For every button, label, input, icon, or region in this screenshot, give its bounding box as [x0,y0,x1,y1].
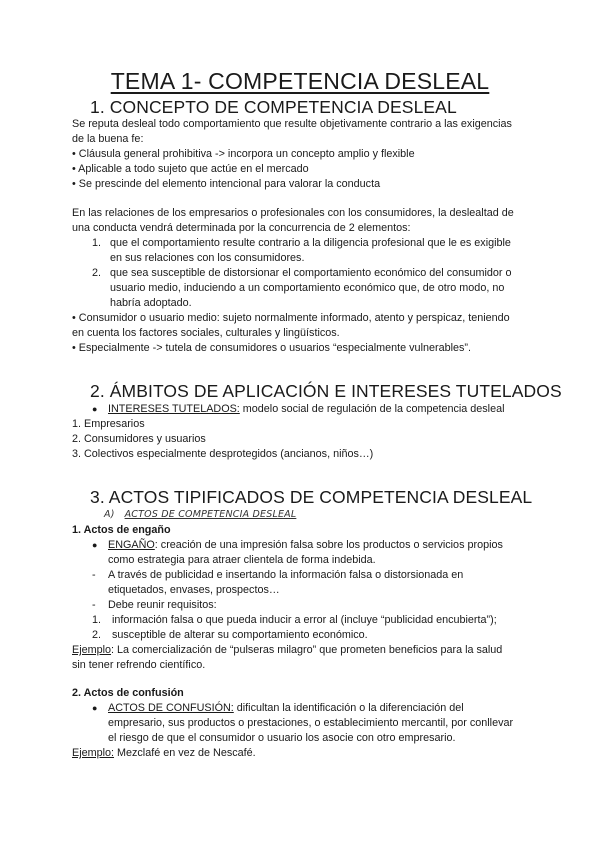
a1-d2: Debe reunir requisitos: [108,599,217,611]
dash-marker: - [92,569,96,581]
a2-ex-label: Ejemplo: [72,747,115,759]
a1-r2: susceptible de alterar su comportamiento económico. [112,629,368,641]
s1-num-1: 1. [92,237,102,249]
s1-n1-line-2: en sus relaciones con los consumidores. [110,252,305,264]
s1-p2-line-2: una conducta vendrá determinada por la concurrencia de 2 elementos: [72,222,411,234]
s1-p3-line-1: • Consumidor o usuario medio: sujeto normalmente informado, atento y perspicaz, teniendo [72,312,510,324]
num-marker: 2. [92,629,102,641]
a1-example [72,643,502,658]
s2-item-1: 1. Empresarios [72,418,145,430]
s1-p1-line-1: Se reputa desleal todo comportamiento que resulte objetivamente contrario a las exigencias [72,118,512,130]
s1-bullet-2: • Aplicable a todo sujeto que actúe en el mercado [72,163,309,175]
a1-d1-line-2: etiquetados, envases, prospectos… [108,584,280,596]
s3-sub-letter: A) [104,509,115,520]
bullet-dot-icon: ● [92,703,98,713]
s1-p2-line-1: En las relaciones de los empresarios o profesionales con los consumidores, la deslealtad de [72,207,514,219]
bullet-dot-icon: ● [92,404,98,414]
a1-d1-line-1: A través de publicidad e insertando la información falsa o distorsionada en [108,569,464,581]
a2-bullet [108,701,464,716]
document-title: TEMA 1- COMPETENCIA DESLEAL [110,68,490,94]
s1-p1-line-2: de la buena fe: [72,133,144,145]
s1-p3-line-3: • Especialmente -> tutela de consumidores o usuarios “especialmente vulnerables”. [72,342,471,354]
a1-rest-2: como estrategia para atraer clientela de forma indebida. [108,554,376,566]
s1-n2-line-3: habría adoptado. [110,297,192,309]
a1-rest: : creación de una impresión falsa sobre los productos o servicios propios [154,539,503,551]
a2-line-2: el riesgo de que el consumidor o usuario los asocie con otro empresario. [108,732,456,744]
bullet-dot-icon: ● [92,540,98,550]
a1-r1: información falsa o que pueda inducir a error al (incluye “publicidad encubierta”); [112,614,497,626]
s1-n2-line-2: usuario medio, induciendo a un comportamiento económico que, de otro modo, no [110,282,505,294]
s1-bullet-3: • Se prescinde del elemento intencional para valorar la conducta [72,178,381,190]
s2-item-2: 2. Consumidores y usuarios [72,433,206,445]
num-marker: 1. [92,614,102,626]
a1-ex-label: Ejemplo [72,644,112,656]
a1-bullet [108,538,503,553]
s1-p3-line-2: en cuenta los factores sociales, culturales y lingüísticos. [72,327,340,339]
section-1-title: 1. CONCEPTO DE COMPETENCIA DESLEAL [90,97,457,117]
a2-label: ACTOS DE CONFUSIÓN: [108,702,234,714]
s3-sub-text: ACTOS DE COMPETENCIA DESLEAL [124,509,297,520]
s2-item-3: 3. Colectivos especialmente desprotegidos (ancianos, niños…) [72,448,374,460]
s2-bullet [108,402,504,417]
section-3-title: 3. ACTOS TIPIFICADOS DE COMPETENCIA DESLEAL [90,487,533,507]
dash-marker: - [92,599,96,611]
a1-label: ENGAÑO [108,539,155,551]
a2-ex-rest: Mezclafé en vez de Nescafé. [114,747,256,759]
a2-line-1: empresario, sus productos o prestaciones, o establecimiento mercantil, por conllevar [108,717,514,729]
section-2-title: 2. ÁMBITOS DE APLICACIÓN E INTERESES TUTELADOS [90,381,562,401]
a1-heading: 1. Actos de engaño [72,524,171,536]
a2-heading: 2. Actos de confusión [72,687,184,699]
a1-ex-rest: : La comercialización de “pulseras milagro” que prometen beneficios para la salud [111,644,503,656]
s1-n2-line-1: que sea susceptible de distorsionar el comportamiento económico del consumidor o [110,267,512,279]
a2-rest: dificultan la identificación o la diferenciación del [233,702,464,714]
s2-bullet-label: INTERESES TUTELADOS: [108,403,240,415]
s2-bullet-text: modelo social de regulación de la competencia desleal [239,403,505,415]
a1-ex-rest-2: sin tener refrendo científico. [72,659,206,671]
s1-bullet-1: • Cláusula general prohibitiva -> incorpora un concepto amplio y flexible [72,148,415,160]
s1-n1-line-1: que el comportamiento resulte contrario a la diligencia profesional que le es exigible [110,237,511,249]
s1-num-2: 2. [92,267,102,279]
s3-subtitle [104,509,296,521]
a2-example [72,746,256,761]
